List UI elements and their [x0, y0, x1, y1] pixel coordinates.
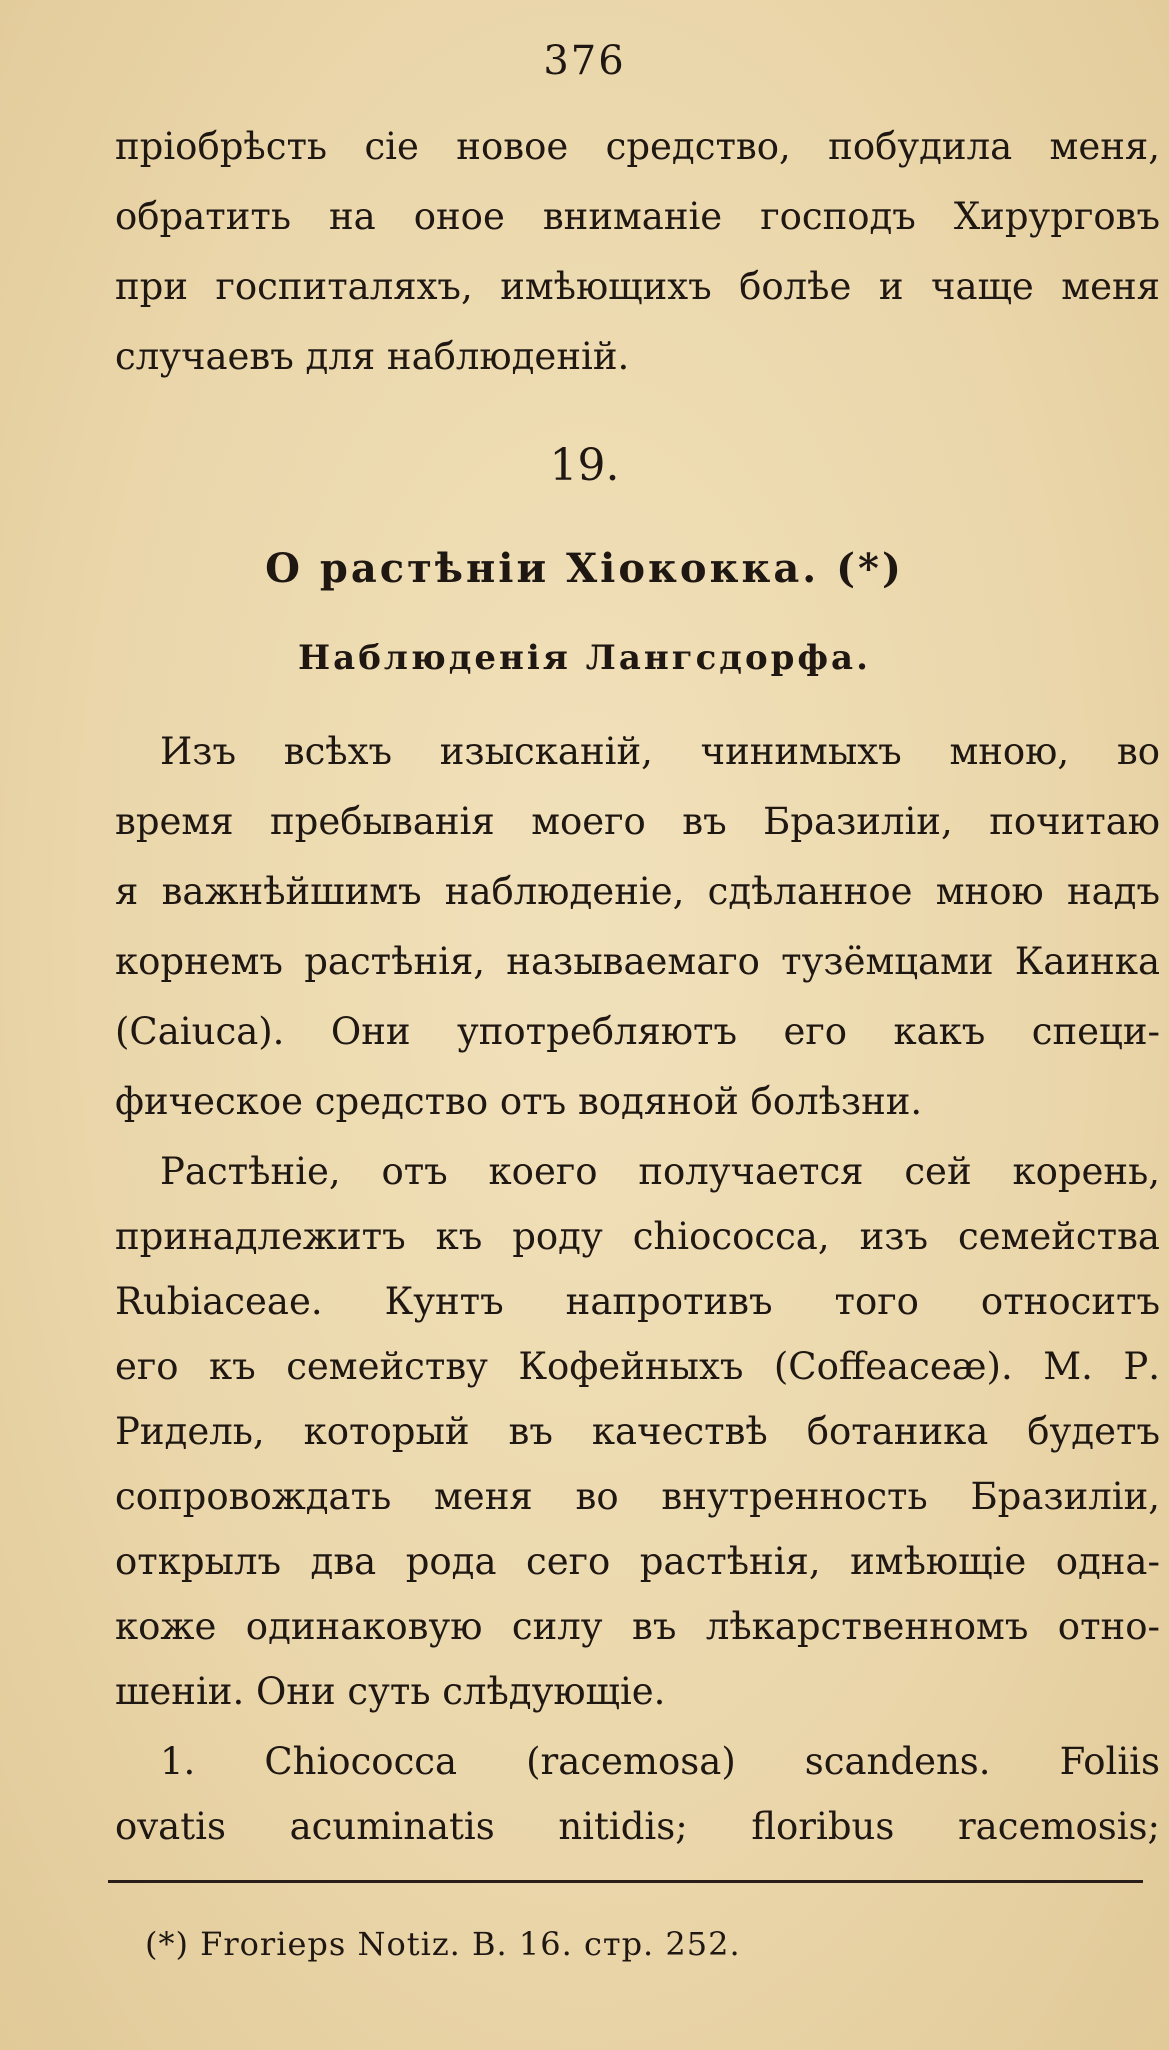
text-line: корнемъ растѣнія, называемаго тузёмцами Каинка: [115, 940, 1160, 983]
text-line: ovatis acuminatis nitidis; floribus racemosis;: [115, 1805, 1160, 1848]
section-title: О растѣніи Хіококка. (*): [265, 545, 904, 592]
footnote-divider: [108, 1880, 1143, 1883]
text-line: его къ семейству Кофейныхъ (Coffeaceæ). М. Р.: [115, 1345, 1160, 1388]
text-line: пріобрѣсть сіе новое средство, побудила меня,: [115, 125, 1160, 168]
text-line: 1. Chiococca (racemosa) scandens. Foliis: [160, 1740, 1160, 1783]
text-line: принадлежитъ къ роду chiococca, изъ семейства: [115, 1215, 1160, 1258]
text-line: открылъ два рода сего растѣнія, имѣющіе одна-: [115, 1540, 1160, 1583]
text-line: я важнѣйшимъ наблюденіе, сдѣланное мною надъ: [115, 870, 1160, 913]
text-line: Растѣніе, отъ коего получается сей корень,: [160, 1150, 1160, 1193]
section-number: 19.: [549, 440, 620, 491]
text-line: Ридель, который въ качествѣ ботаника будетъ: [115, 1410, 1160, 1453]
section-subtitle: Наблюденія Лангсдорфа.: [298, 638, 871, 678]
text-line: случаевъ для наблюденій.: [115, 335, 630, 378]
text-line: шеніи. Они суть слѣдующіе.: [115, 1670, 666, 1713]
text-line: Rubiaceae. Кунтъ напротивъ того относитъ: [115, 1280, 1160, 1323]
text-line: обратить на оное вниманіе господъ Хирурговъ: [115, 195, 1160, 238]
text-line: сопровождать меня во внутренность Бразиліи,: [115, 1475, 1160, 1518]
text-line: время пребыванія моего въ Бразиліи, почитаю: [115, 800, 1160, 843]
text-line: при госпиталяхъ, имѣющихъ болѣе и чаще меня: [115, 265, 1160, 308]
text-line: Изъ всѣхъ изысканій, чинимыхъ мною, во: [160, 730, 1160, 773]
text-line: (Caiuca). Они употребляютъ его какъ специ-: [115, 1010, 1160, 1053]
page-number: 376: [543, 38, 626, 84]
text-line: фическое средство отъ водяной болѣзни.: [115, 1080, 923, 1123]
footnote: (*) Frorieps Notiz. B. 16. стр. 252.: [145, 1925, 741, 1963]
text-line: коже одинаковую силу въ лѣкарственномъ отно-: [115, 1605, 1160, 1648]
